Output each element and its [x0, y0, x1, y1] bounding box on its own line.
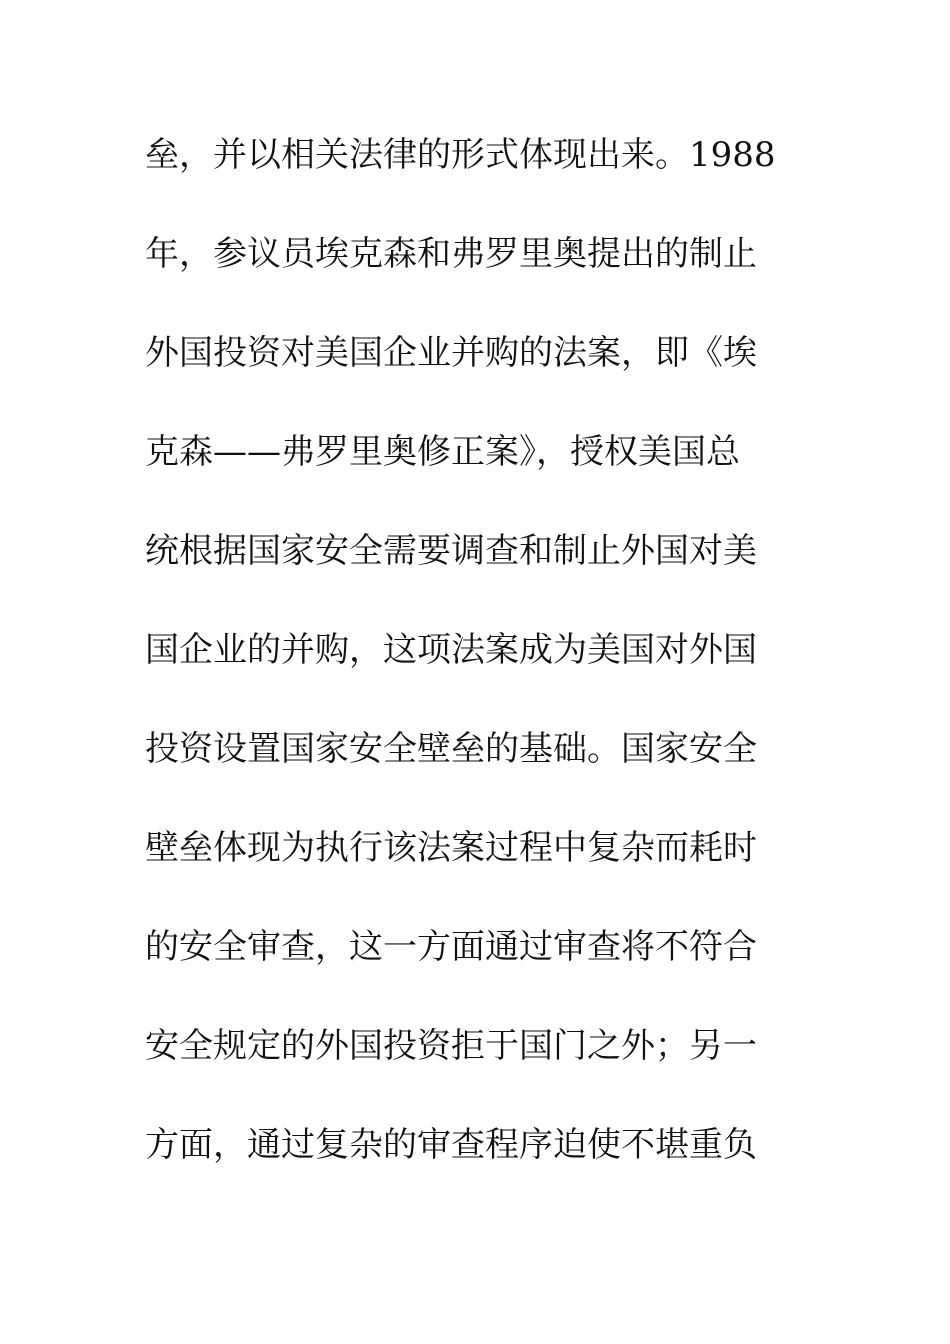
- text-line: 投资设置国家安全壁垒的基础。国家安全: [145, 729, 757, 769]
- text-line: 国企业的并购，这项法案成为美国对外国: [145, 630, 757, 670]
- text-line: 的安全审查，这一方面通过审查将不符合: [145, 927, 757, 967]
- text-line: 统根据国家安全需要调查和制止外国对美: [145, 531, 757, 571]
- text-line: 安全规定的外国投资拒于国门之外；另一: [145, 1026, 757, 1066]
- text-line: 垒，并以相关法律的形式体现出来。1988: [145, 135, 776, 175]
- text-line: 克森——弗罗里奥修正案》，授权美国总: [145, 432, 740, 472]
- text-line: 壁垒体现为执行该法案过程中复杂而耗时: [145, 828, 757, 868]
- text-line: 方面，通过复杂的审查程序迫使不堪重负: [145, 1125, 757, 1165]
- text-line: 外国投资对美国企业并购的法案，即《埃: [145, 333, 757, 373]
- text-line: 年，参议员埃克森和弗罗里奥提出的制止: [145, 234, 757, 274]
- body-paragraph: [145, 127, 785, 1216]
